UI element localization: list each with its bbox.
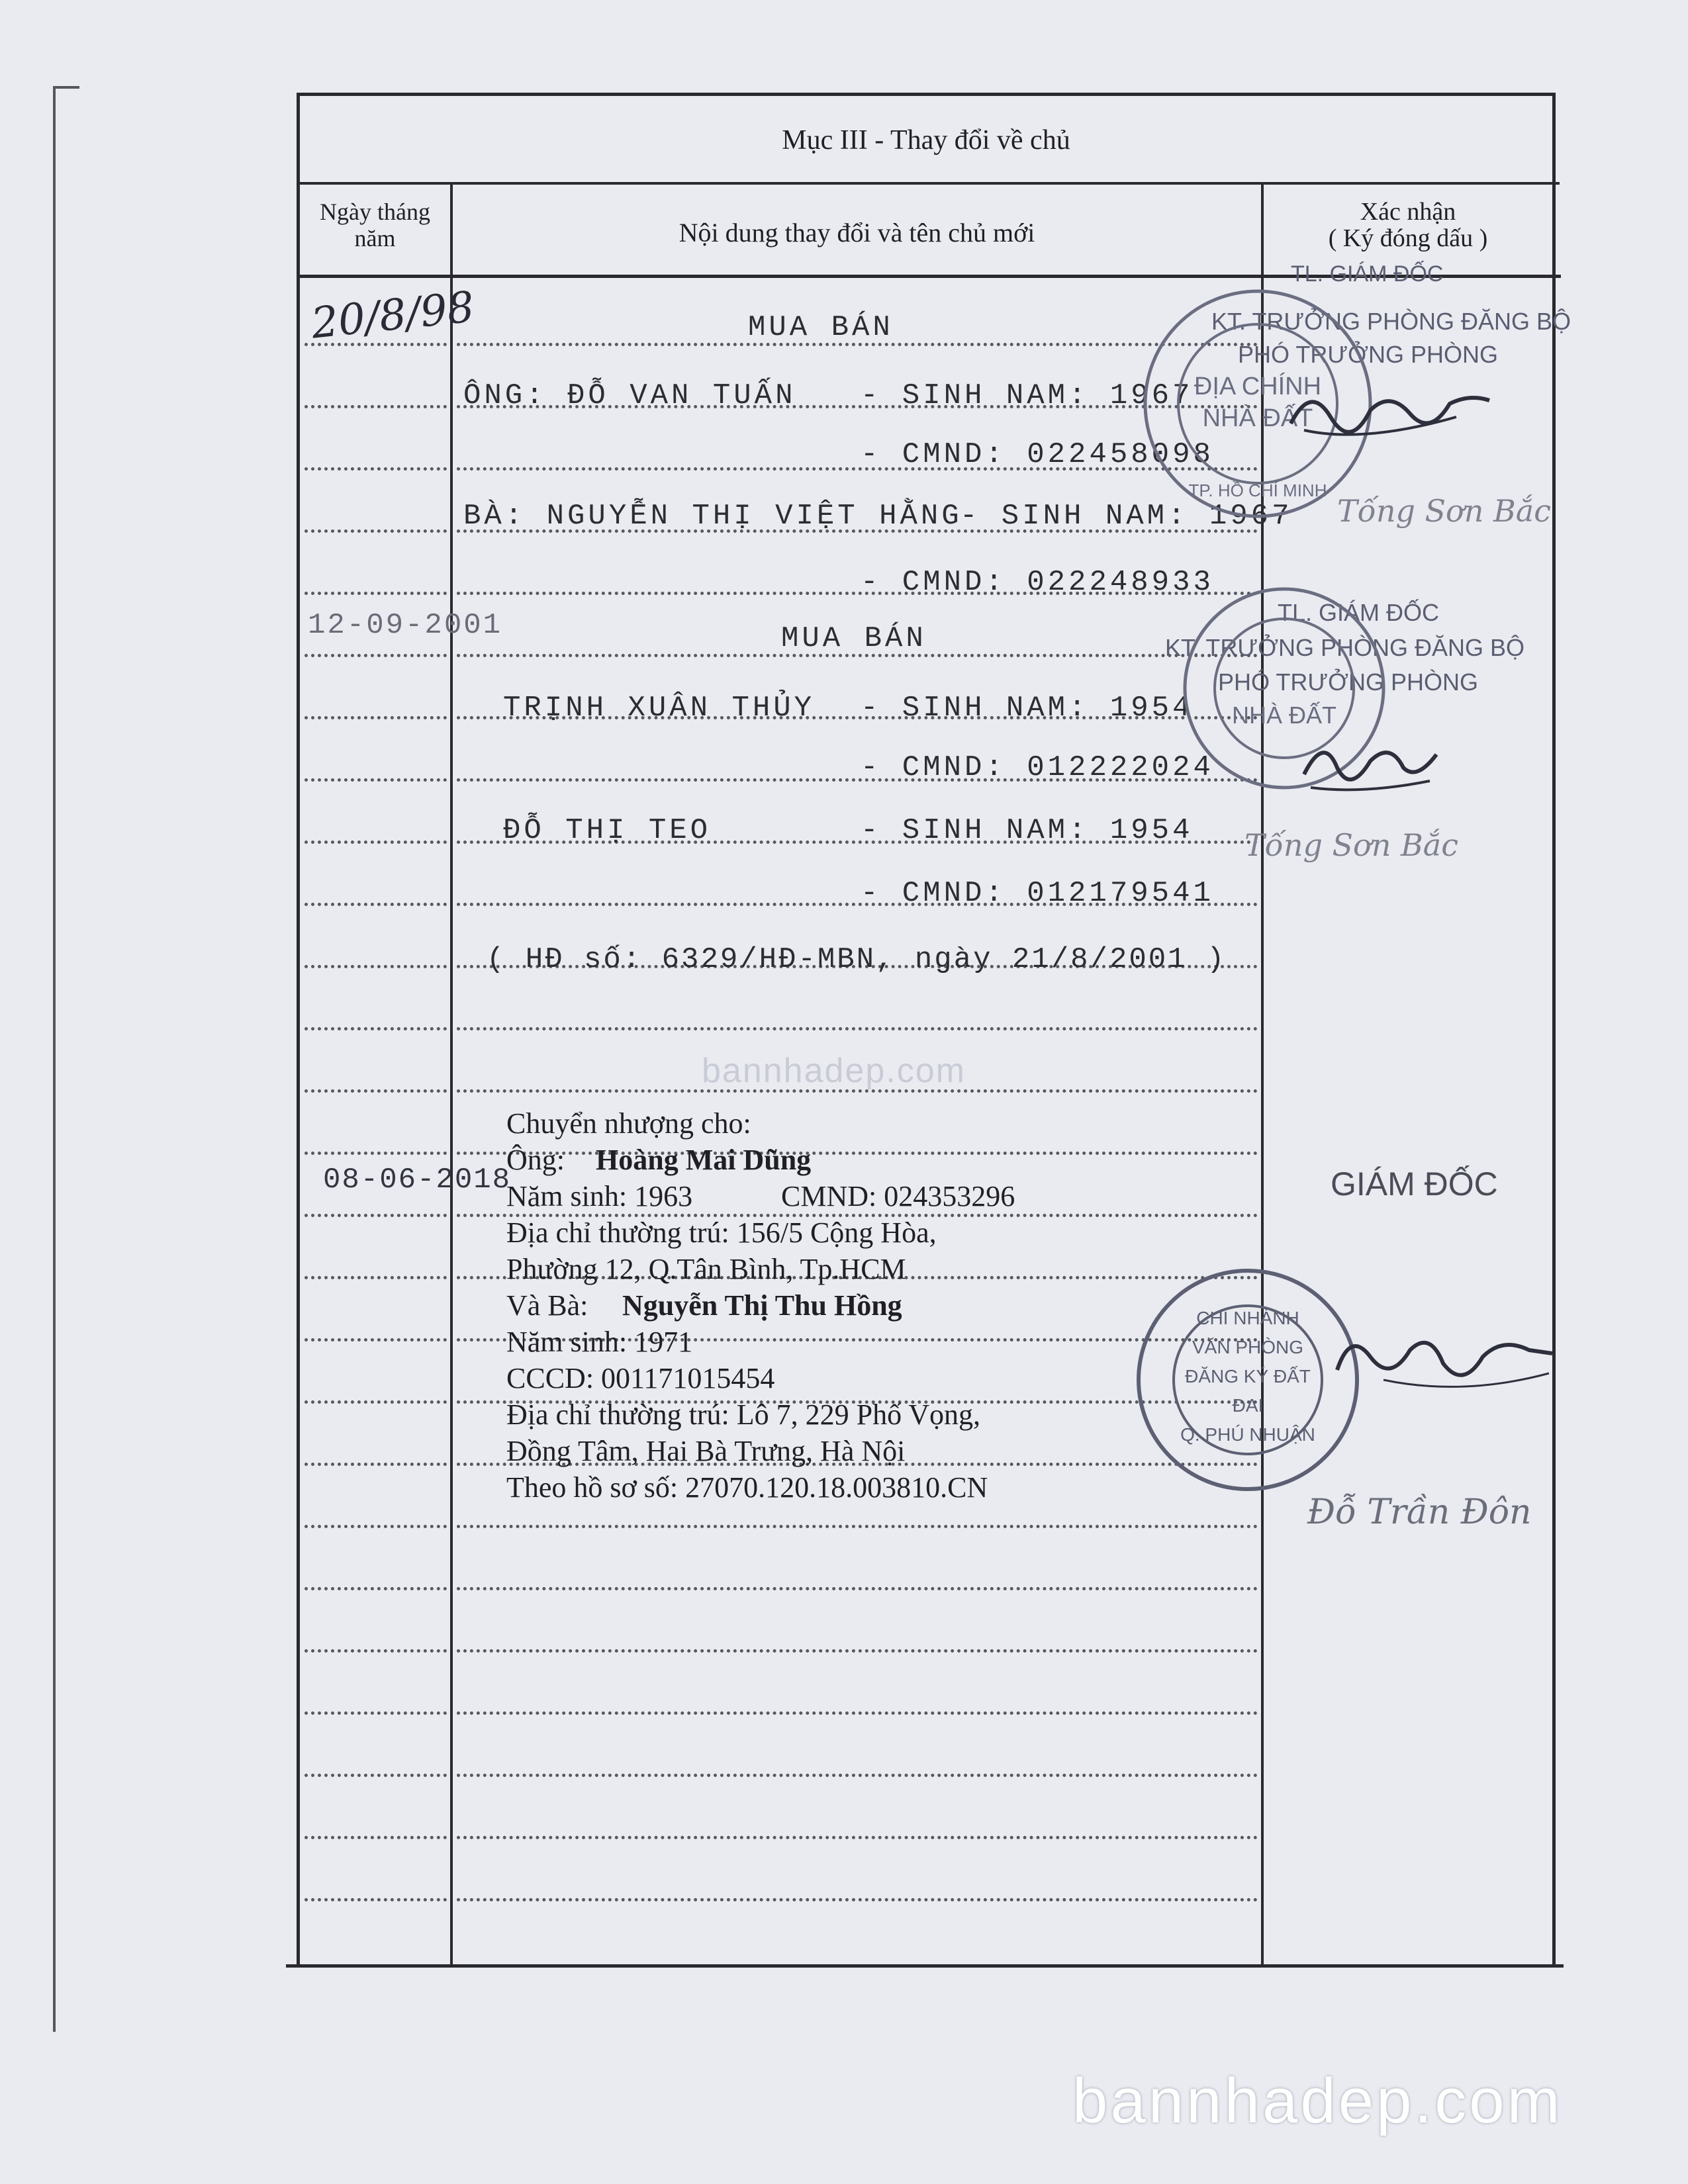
table-header-divider — [297, 182, 1560, 185]
ruling-line-date-col — [305, 965, 447, 968]
entry-1998-stamp-sub: TP. HỒ CHÍ MINH — [1188, 480, 1327, 500]
entry-1998-line-3-right: - SINH NAM: 1967 — [960, 500, 1293, 533]
ruling-line-content-col — [457, 1525, 1258, 1528]
date-column-divider — [450, 183, 453, 1967]
entry-2001-confirm-3: PHÓ TRƯỞNG PHÒNG — [1218, 668, 1478, 696]
table-left-border — [297, 93, 300, 1967]
ruling-line-content-col — [457, 1649, 1258, 1653]
entry-2001-line-4-right: - CMND: 012179541 — [861, 877, 1214, 910]
entry-2018-signature — [1331, 1317, 1556, 1403]
ruling-line-date-col — [305, 1649, 447, 1653]
ruling-line-date-col — [305, 1587, 447, 1590]
page-left-edge-line — [53, 86, 56, 2032]
entry-1998-signer: Tống Sơn Bắc — [1337, 493, 1551, 529]
ruling-line-content-col — [457, 1587, 1258, 1590]
entry-2018-owner-name: Hoàng Mai Dũng — [596, 1144, 812, 1176]
entry-2001-date: 12-09-2001 — [308, 609, 503, 642]
entry-1998-line-1-left: ÔNG: ĐỖ VAN TUẤN — [463, 379, 796, 412]
entry-2001-contract: ( HĐ số: 6329/HĐ-MBN, ngày 21/8/2001 ) — [487, 943, 1227, 976]
ruling-line-date-col — [305, 654, 447, 657]
entry-2018-line-3a: Năm sinh: 1963 — [506, 1180, 693, 1212]
ruling-line-date-col — [305, 1774, 447, 1777]
entry-2018-signer: Đỗ Trần Đôn — [1307, 1492, 1532, 1532]
table-top-border — [297, 93, 1554, 96]
entry-1998-type: MUA BÁN — [748, 311, 894, 344]
entry-2001-confirm-2: KT. TRƯỞNG PHÒNG ĐĂNG BỘ — [1165, 634, 1525, 661]
watermark-large: bannhadep.com — [1072, 2066, 1563, 2136]
entry-2018-co-owner-name: Nguyễn Thị Thu Hồng — [622, 1289, 902, 1322]
entry-2018-stamp-text: CHI NHÁNH VĂN PHÒNG ĐĂNG KÝ ĐẤT ĐAI Q. PHÚ NHUẬN — [1180, 1308, 1315, 1445]
ruling-line-date-col — [305, 467, 447, 471]
entry-2001-line-1-right: - SINH NAM: 1954 — [861, 692, 1194, 725]
entry-2018-line-8: CCCD: 001171015454 — [506, 1362, 775, 1394]
ruling-line-content-col — [457, 1898, 1258, 1901]
ruling-line-content-col — [457, 1711, 1258, 1715]
entry-2018-line-11: Theo hồ sơ số: 27070.120.18.003810.CN — [506, 1471, 988, 1504]
entry-1998-confirm-1: TL. GIÁM ĐỐC — [1291, 261, 1444, 287]
watermark-small: bannhadep.com — [702, 1052, 966, 1090]
confirm-column-header: Xác nhận ( Ký đóng dấu ) — [1328, 198, 1488, 252]
ruling-line-date-col — [305, 405, 447, 408]
ruling-line-date-col — [305, 592, 447, 595]
table-bottom-border — [286, 1964, 1564, 1968]
ruling-line-date-col — [305, 1898, 447, 1901]
ruling-line-content-col — [457, 1774, 1258, 1777]
ruling-line-date-col — [305, 1711, 447, 1715]
ruling-line-date-col — [305, 1214, 447, 1217]
entry-2018-confirm-title: GIÁM ĐỐC — [1331, 1165, 1498, 1203]
entry-1998-stamp-text: ĐỊA CHÍNH NHÀ ĐẤT — [1194, 373, 1322, 432]
ruling-line-content-col — [457, 1836, 1258, 1839]
ruling-line-date-col — [305, 1463, 447, 1466]
entry-2001-line-3-left: ĐỖ THỊ TEO — [503, 814, 712, 847]
ruling-line-date-col — [305, 778, 447, 782]
entry-1998-signature — [1284, 371, 1496, 450]
page-left-edge-tick — [53, 86, 79, 89]
entry-2001-type: MUA BÁN — [781, 622, 927, 655]
ruling-line-date-col — [305, 1400, 447, 1404]
ruling-line-date-col — [305, 1525, 447, 1528]
ruling-line-date-col — [305, 1027, 447, 1030]
ruling-line-date-col — [305, 1276, 447, 1279]
content-column-header: Nội dung thay đổi và tên chủ mới — [679, 218, 1035, 248]
ruling-line-date-col — [305, 841, 447, 844]
entry-2001-signature — [1297, 728, 1443, 801]
ruling-line-date-col — [305, 1836, 447, 1839]
entry-2001-stamp-text: NHÀ ĐẤT — [1231, 702, 1336, 729]
entry-1998-date: 20/8/98 — [308, 283, 477, 349]
entry-1998-line-1-right: - SINH NAM: 1967 — [861, 379, 1194, 412]
entry-1998-confirm-3: PHÓ TRƯỞNG PHÒNG — [1238, 341, 1498, 368]
entry-2018-line-1: Chuyển nhượng cho: — [506, 1107, 751, 1140]
entry-1998-confirm-2: KT. TRƯỞNG PHÒNG ĐĂNG BỘ — [1211, 308, 1571, 335]
entry-1998-line-2-right: - CMND: 022458098 — [861, 438, 1214, 471]
entry-2018-line-4: Địa chỉ thường trú: 156/5 Cộng Hòa, — [506, 1216, 937, 1249]
entry-2018-line-9: Địa chỉ thường trú: Lô 7, 229 Phố Vọng, — [506, 1398, 981, 1431]
entry-2018-date: 08-06-2018 — [323, 1163, 512, 1197]
entry-2018-line-10: Đồng Tâm, Hai Bà Trưng, Hà Nội — [506, 1435, 906, 1467]
entry-1998-line-4-right: - CMND: 022248933 — [861, 566, 1214, 599]
date-column-header: Ngày tháng năm — [320, 199, 430, 251]
ruling-line-date-col — [305, 1152, 447, 1155]
ruling-line-date-col — [305, 1338, 447, 1342]
entry-2001-line-1-left: TRỊNH XUÂN THỦY — [503, 692, 816, 725]
entry-2001-signer: Tống Sơn Bắc — [1244, 827, 1458, 863]
entry-2018-line-7: Năm sinh: 1971 — [506, 1326, 693, 1358]
entry-2018-line-3b: CMND: 024353296 — [781, 1180, 1015, 1212]
entry-2018-line-5: Phường 12, Q.Tân Bình, Tp.HCM — [506, 1253, 906, 1285]
entry-2001-line-3-right: - SINH NAM: 1954 — [861, 814, 1194, 847]
entry-2018-line-6-label: Và Bà: — [506, 1289, 588, 1322]
entry-2001-line-2-right: - CMND: 012222024 — [861, 751, 1214, 784]
entry-2018-line-2-label: Ông: — [506, 1144, 565, 1176]
ruling-line-content-col — [457, 1152, 1258, 1155]
ruling-line-content-col — [457, 1027, 1258, 1030]
ruling-line-date-col — [305, 1089, 447, 1093]
table-right-border — [1552, 93, 1556, 1967]
entry-1998-line-3-left: BÀ: NGUYỄN THỊ VIỆT HẰNG — [463, 500, 962, 533]
entry-2001-confirm-1: TL. GIÁM ĐỐC — [1278, 599, 1440, 626]
ruling-line-date-col — [305, 716, 447, 719]
ruling-line-date-col — [305, 529, 447, 533]
section-title: Mục III - Thay đổi về chủ — [782, 125, 1070, 156]
ruling-line-date-col — [305, 903, 447, 906]
